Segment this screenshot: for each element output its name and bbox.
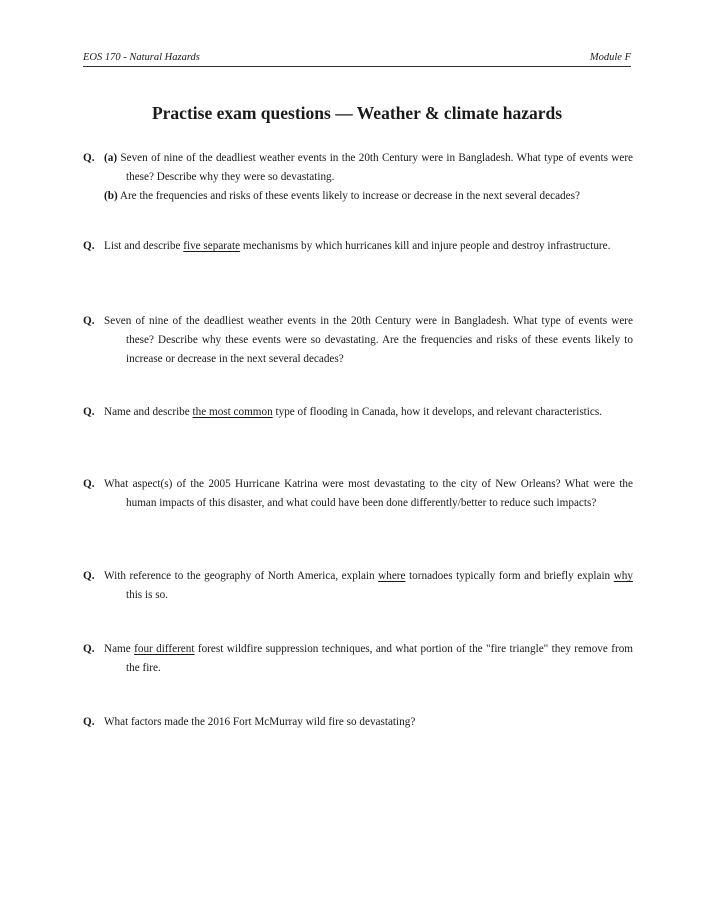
question-label: Q. [83, 478, 95, 490]
question-text: What factors made the 2016 Fort McMurray wild fire so devastating? [104, 716, 416, 728]
question-text: Seven of nine of the deadliest weather events in the 20th Century were in Bangladesh. What type of events were these? Describe why these events were so devastating. Are the frequencies and risks of these events likely to increase or decrease in the next several decades? [104, 315, 633, 365]
question-label: Q. [83, 643, 95, 655]
question-7 [83, 640, 633, 678]
question-3 [83, 312, 633, 369]
emphasis-underline: where [378, 570, 406, 582]
page-header [83, 52, 631, 67]
emphasis-underline: four different [134, 643, 195, 655]
question-1b [104, 187, 633, 206]
question-text: Seven of nine of the deadliest weather events in the 20th Century were in Bangladesh. What type of events were these? Describe why they were so devastating. [120, 152, 634, 183]
question-text: What aspect(s) of the 2005 Hurricane Katrina were most devastating to the city of New Orleans? What were the human impacts of this disaster, and what could have been done differently/better to reduce such impacts? [104, 478, 633, 509]
emphasis-underline: why [613, 570, 633, 582]
question-label: Q. [83, 152, 95, 164]
question-8 [83, 713, 633, 732]
question-5 [83, 475, 633, 513]
question-text: List and describe five separate mechanisms by which hurricanes kill and injure people and destroy infrastructure. [104, 240, 611, 252]
question-text: Are the frequencies and risks of these events likely to increase or decrease in the next several decades? [119, 190, 580, 202]
page-title: Practise exam questions — Weather & climate hazards [151, 103, 563, 123]
question-1a [104, 149, 634, 187]
question-2 [83, 237, 633, 256]
question-1 [83, 149, 633, 206]
question-text: With reference to the geography of North America, explain where tornadoes typically form and briefly explain why this is so. [104, 570, 633, 601]
question-label: Q. [83, 716, 95, 728]
question-4 [83, 403, 633, 422]
question-label: Q. [83, 240, 95, 252]
part-label: (b) [104, 190, 118, 202]
course-title: EOS 170 - Natural Hazards [83, 52, 200, 63]
question-text: Name and describe the most common type of flooding in Canada, how it develops, and relevant characteristics. [104, 406, 603, 418]
module-label: Module F [589, 52, 631, 63]
question-text: Name four different forest wildfire suppression techniques, and what portion of the "fire triangle" they remove from the fire. [104, 643, 634, 674]
emphasis-underline: five separate [183, 240, 241, 252]
question-6 [83, 567, 633, 605]
question-label: Q. [83, 570, 95, 582]
part-label: (a) [104, 152, 118, 164]
question-label: Q. [83, 315, 95, 327]
question-label: Q. [83, 406, 95, 418]
emphasis-underline: the most common [192, 406, 273, 418]
